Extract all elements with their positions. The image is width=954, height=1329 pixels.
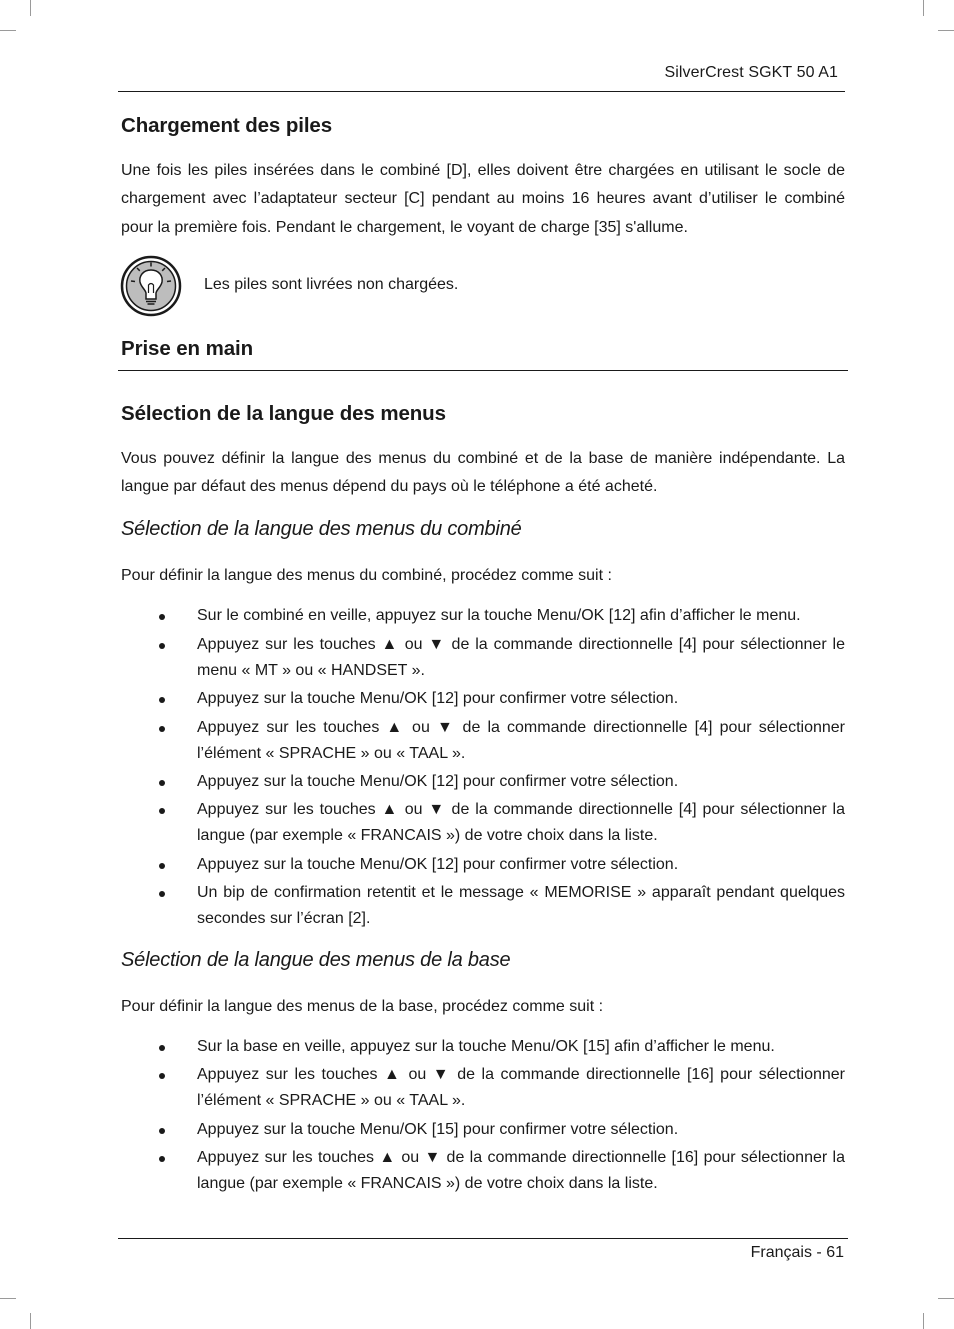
crop-mark [30, 1313, 31, 1329]
crop-mark [30, 0, 31, 16]
bullet-icon [159, 643, 165, 649]
footer-rule [118, 1238, 848, 1239]
list-item-text: Appuyez sur la touche Menu/OK [12] pour confirmer votre sélection. [197, 856, 679, 873]
crop-mark [0, 30, 16, 31]
section-heading-language: Sélection de la langue des menus [121, 402, 446, 425]
bullet-icon [159, 726, 165, 732]
list-item-text: Appuyez sur les touches ▲ ou ▼ de la commande directionnelle [4] pour sélectionner la langue (par exemple « FRANCAIS ») de votre choix dans la liste. [197, 801, 845, 844]
subheading-base: Sélection de la langue des menus de la base [121, 949, 511, 971]
list-item-text: Appuyez sur les touches ▲ ou ▼ de la commande directionnelle [4] pour sélectionner l’élément « SPRACHE » ou « TAAL ». [197, 719, 845, 762]
language-paragraph: Vous pouvez définir la langue des menus du combiné et de la base de manière indépendante. La langue par défaut des menus dépend du pays où le téléphone a été acheté. [121, 450, 845, 496]
crop-mark [938, 1298, 954, 1299]
crop-mark [0, 1298, 16, 1299]
bullet-icon [159, 1156, 165, 1162]
bullet-icon [159, 863, 165, 869]
section-heading-getting-started: Prise en main [121, 337, 254, 360]
list-item-text: Appuyez sur les touches ▲ ou ▼ de la commande directionnelle [16] pour sélectionner l’élément « SPRACHE » ou « TAAL ». [197, 1066, 845, 1109]
list-item-text: Un bip de confirmation retentit et le message « MEMORISE » apparaît pendant quelques secondes sur l’écran [2]. [197, 884, 845, 927]
list-item-text: Appuyez sur la touche Menu/OK [12] pour confirmer votre sélection. [197, 773, 679, 790]
handset-intro: Pour définir la langue des menus du combiné, procédez comme suit : [121, 567, 612, 584]
bullet-icon [159, 1073, 165, 1079]
list-item-text: Appuyez sur les touches ▲ ou ▼ de la commande directionnelle [4] pour sélectionner le menu « MT » ou « HANDSET ». [197, 636, 845, 679]
header-rule [118, 91, 845, 92]
list-item-text: Appuyez sur la touche Menu/OK [12] pour confirmer votre sélection. [197, 690, 679, 707]
note-text: Les piles sont livrées non chargées. [204, 276, 459, 293]
bullet-icon [159, 697, 165, 703]
bullet-icon [159, 614, 165, 620]
base-intro: Pour définir la langue des menus de la base, procédez comme suit : [121, 998, 604, 1015]
bullet-icon [159, 1128, 165, 1134]
section-heading-charging: Chargement des piles [121, 114, 333, 137]
list-item-text: Sur la base en veille, appuyez sur la touche Menu/OK [15] afin d’afficher le menu. [197, 1038, 775, 1055]
subheading-handset: Sélection de la langue des menus du combiné [121, 518, 522, 540]
crop-mark [923, 0, 924, 16]
list-item-text: Appuyez sur la touche Menu/OK [15] pour confirmer votre sélection. [197, 1121, 679, 1138]
list-item-text: Appuyez sur les touches ▲ ou ▼ de la commande directionnelle [16] pour sélectionner la langue (par exemple « FRANCAIS ») de votre choix dans la liste. [197, 1149, 845, 1192]
bullet-icon [159, 1045, 165, 1051]
section-rule [118, 370, 848, 371]
lightbulb-icon [120, 255, 182, 317]
crop-mark [938, 30, 954, 31]
crop-mark [923, 1313, 924, 1329]
bullet-icon [159, 808, 165, 814]
bullet-icon [159, 780, 165, 786]
list-item-text: Sur le combiné en veille, appuyez sur la touche Menu/OK [12] afin d’afficher le menu. [197, 607, 801, 624]
bullet-icon [159, 891, 165, 897]
charging-paragraph: Une fois les piles insérées dans le combiné [D], elles doivent être chargées en utilisant le socle de chargement avec l’adaptateur secteur [C] pendant au moins 16 heures avant d’utiliser le combiné pour la première fois. Pendant le chargement, le voyant de charge [35] s'allume. [121, 162, 845, 236]
page-footer: Français - 61 [750, 1244, 844, 1261]
running-header: SilverCrest SGKT 50 A1 [664, 64, 838, 81]
